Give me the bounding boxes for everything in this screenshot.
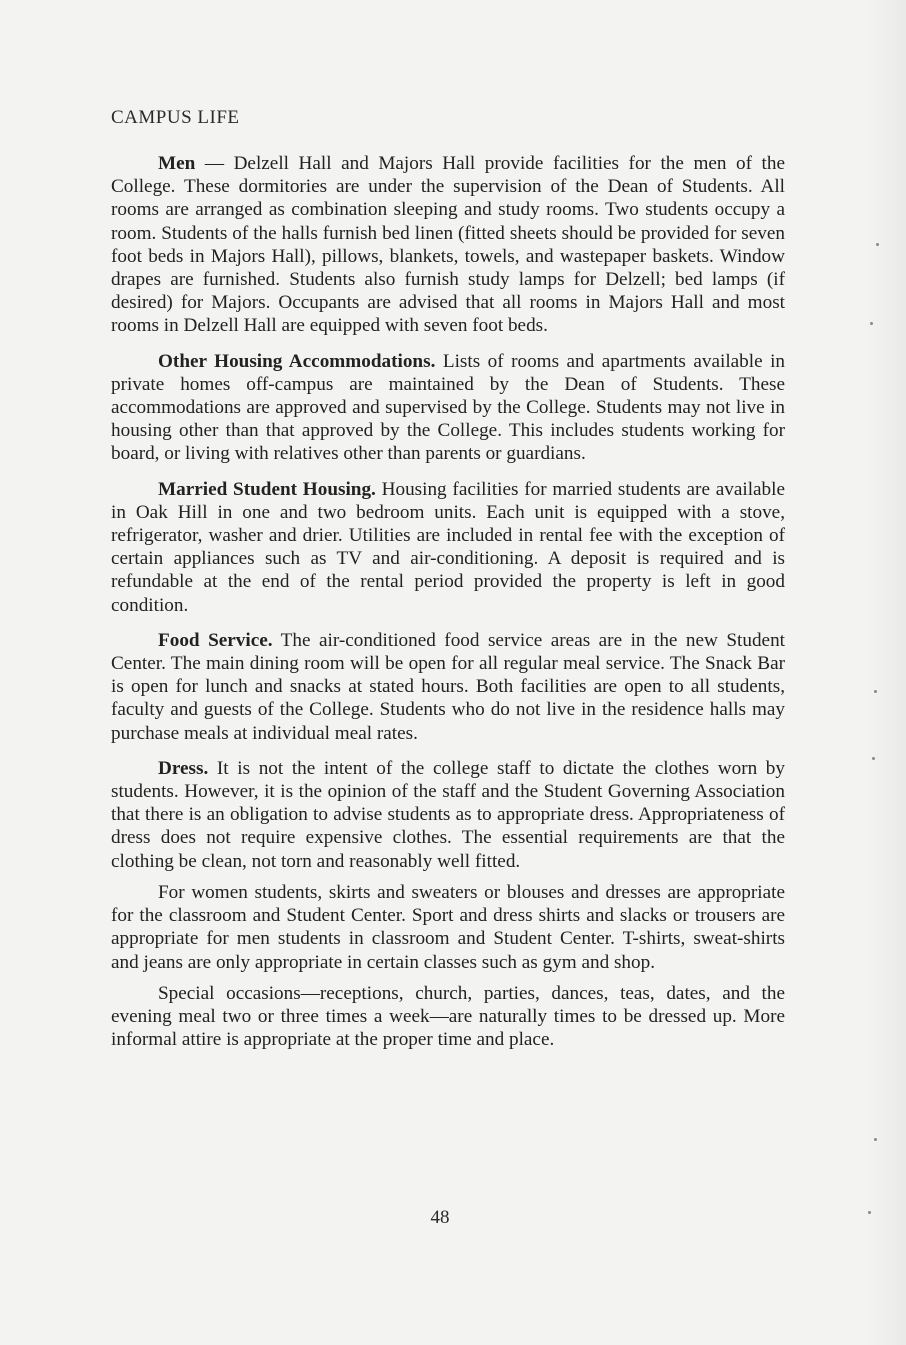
paragraph-text: Special occasions—receptions, church, parties, dances, teas, dates, and the evening meal two or three times a week—are naturally times to be dressed up. More informal attire is appropriate at the proper time and place. xyxy=(111,982,785,1051)
paragraph-text: Housing facilities for married students are available in Oak Hill in one and two bedroom units. Each unit is equipped with a stove, refrigerator, washer and drier. Utilities are included in rental fee with the exception of certain appliances such as TV and air-conditioning. A deposit is required and is refundable at the end of the rental period provided the property is left in good condition. xyxy=(111,478,785,616)
scan-speck xyxy=(870,322,873,325)
paragraph-text: The air-conditioned food service areas are in the new Student Center. The main dining room will be open for all regular meal service. The Snack Bar is open for lunch and snacks at stated hours. Both facilities are open to all students, faculty and guests of the College. Students who do not live in the residence halls may purchase meals at individual meal rates. xyxy=(111,629,785,744)
paragraph-lead: Other Housing Accommodations. xyxy=(158,350,436,372)
paragraph-married-housing xyxy=(111,478,785,617)
paragraph-men xyxy=(111,152,785,338)
paragraph-lead: Dress. xyxy=(158,757,209,779)
paragraph-women-dress xyxy=(111,881,785,974)
paragraph-food-service xyxy=(111,629,785,745)
paragraph-lead: Food Service. xyxy=(158,629,273,651)
scan-speck xyxy=(876,243,879,246)
body-text xyxy=(111,152,785,1063)
paragraph-text: Lists of rooms and apartments available in private homes off-campus are maintained by the Dean of Students. These accommodations are approved and supervised by the College. Students may not live in housing other than that approved by the College. This includes students working for board, or living with relatives other than parents or guardians. xyxy=(111,350,786,465)
paragraph-lead: Men xyxy=(158,153,196,174)
scan-speck xyxy=(874,690,877,693)
paragraph-text: It is not the intent of the college staff to dictate the clothes worn by students. However, it is the opinion of the staff and the Student Governing Association that there is an obligation to advise students as to appropriate dress. Appropriateness of dress does not require expensive clothes. The essential requirements are that the clothing be clean, not torn and reasonably well fitted. xyxy=(111,757,785,872)
paragraph-lead: Married Student Housing. xyxy=(158,478,376,500)
paragraph-dress xyxy=(111,757,785,873)
paragraph-special-occasions xyxy=(111,982,785,1052)
page-number: 48 xyxy=(430,1207,450,1228)
paragraph-text: — Delzell Hall and Majors Hall provide facilities for the men of the College. These dormitories are under the supervision of the Dean of Students. All rooms are arranged as combination sleeping and study rooms. Two students occupy a room. Students of the halls furnish bed linen (fitted sheets should be provided for seven foot beds in Majors Hall), pillows, blankets, towels, and wastepaper baskets. Window drapes are furnished. Students also furnish study lamps for Delzell; bed lamps (if desired) for Majors. Occupants are advised that all rooms in Majors Hall and most rooms in Delzell Hall are equipped with seven foot beds. xyxy=(111,153,785,337)
scan-speck xyxy=(872,757,875,760)
scan-speck xyxy=(868,1211,871,1214)
paragraph-other-housing xyxy=(111,350,785,466)
running-header: CAMPUS LIFE xyxy=(111,107,240,128)
paragraph-text: For women students, skirts and sweaters or blouses and dresses are appropriate for the classroom and Student Center. Sport and dress shirts and slacks or trousers are appropriate for men students in classroom and Student Center. T-shirts, sweat-shirts and jeans are only appropriate in certain classes such as gym and shop. xyxy=(111,881,785,973)
page-edge-shadow xyxy=(866,0,906,1345)
scan-speck xyxy=(874,1138,877,1141)
